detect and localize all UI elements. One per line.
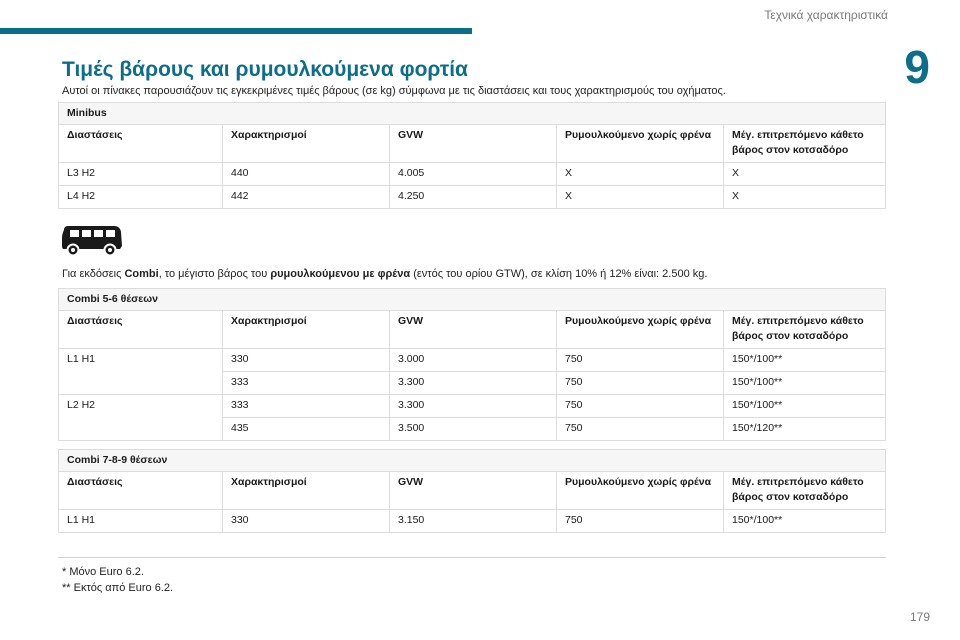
table-cell: 150*/100** bbox=[724, 349, 886, 372]
table-cell: L1 H1 bbox=[59, 510, 223, 533]
table-cell: 333 bbox=[223, 372, 390, 395]
table-cell: 750 bbox=[557, 349, 724, 372]
chapter-number: 9 bbox=[904, 41, 930, 93]
col-header-max-vertical: Μέγ. επιτρεπόμενο κάθετο βάρος στον κοτσαδόρο bbox=[724, 125, 886, 163]
col-header-max-vertical: Μέγ. επιτρεπόμενο κάθετο βάρος στον κοτσαδόρο bbox=[724, 311, 886, 349]
table-cell: 150*/100** bbox=[724, 395, 886, 418]
van-icon bbox=[60, 222, 124, 258]
note-bold-braked: ρυμουλκούμενου με φρένα bbox=[270, 268, 411, 280]
col-header-max-vertical: Μέγ. επιτρεπόμενο κάθετο βάρος στον κοτσαδόρο bbox=[724, 472, 886, 510]
table-cell: X bbox=[557, 163, 724, 186]
col-header-gvw: GVW bbox=[390, 311, 557, 349]
footnote-2: ** Εκτός από Euro 6.2. bbox=[62, 582, 174, 594]
col-header-unbraked: Ρυμουλκούμενο χωρίς φρένα bbox=[557, 311, 724, 349]
col-header-characteristics: Χαρακτηρισμοί bbox=[223, 125, 390, 163]
col-header-characteristics: Χαρακτηρισμοί bbox=[223, 311, 390, 349]
table-title: Minibus bbox=[59, 103, 886, 125]
col-header-unbraked: Ρυμουλκούμενο χωρίς φρένα bbox=[557, 472, 724, 510]
table-cell: 3.500 bbox=[390, 418, 557, 441]
table-cell: 435 bbox=[223, 418, 390, 441]
col-header-gvw: GVW bbox=[390, 472, 557, 510]
note-text: , το μέγιστο βάρος του bbox=[158, 268, 271, 280]
table-cell: 3.300 bbox=[390, 372, 557, 395]
table-cell: 750 bbox=[557, 395, 724, 418]
col-header-dimensions: Διαστάσεις bbox=[59, 125, 223, 163]
table-cell: 3.300 bbox=[390, 395, 557, 418]
table-cell: 750 bbox=[557, 510, 724, 533]
table-cell: X bbox=[557, 186, 724, 209]
col-header-dimensions: Διαστάσεις bbox=[59, 472, 223, 510]
table-title: Combi 5-6 θέσεων bbox=[59, 289, 886, 311]
table-cell: 330 bbox=[223, 510, 390, 533]
table-cell: 333 bbox=[223, 395, 390, 418]
table-row bbox=[59, 349, 886, 372]
section-title: Τεχνικά χαρακτηριστικά bbox=[764, 8, 888, 22]
note-text: (εντός του ορίου GTW), σε κλίση 10% ή 12% είναι: 2.500 kg. bbox=[410, 268, 708, 280]
table-cell: 440 bbox=[223, 163, 390, 186]
table-cell: 442 bbox=[223, 186, 390, 209]
table-row bbox=[59, 186, 886, 209]
table-cell: 3.000 bbox=[390, 349, 557, 372]
col-header-characteristics: Χαρακτηρισμοί bbox=[223, 472, 390, 510]
table-cell: 150*/100** bbox=[724, 372, 886, 395]
minibus-table bbox=[58, 102, 886, 209]
combi-7-8-9-table bbox=[58, 449, 886, 533]
col-header-dimensions: Διαστάσεις bbox=[59, 311, 223, 349]
table-cell: 3.150 bbox=[390, 510, 557, 533]
table-cell: L3 H2 bbox=[59, 163, 223, 186]
table-cell: X bbox=[724, 163, 886, 186]
combi-5-6-table bbox=[58, 288, 886, 441]
col-header-gvw: GVW bbox=[390, 125, 557, 163]
table-row bbox=[59, 395, 886, 418]
table-row bbox=[59, 510, 886, 533]
intro-text: Αυτοί οι πίνακες παρουσιάζουν τις εγκεκριμένες τιμές βάρους (σε kg) σύμφωνα με τις διαστάσεις και τους χαρακτηρισμούς του οχήματος. bbox=[62, 85, 726, 97]
table-cell: X bbox=[724, 186, 886, 209]
table-cell: L1 H1 bbox=[59, 349, 223, 395]
page-heading: Τιμές βάρους και ρυμουλκούμενα φορτία bbox=[62, 58, 468, 81]
header-accent-bar bbox=[0, 28, 472, 34]
combi-note bbox=[62, 268, 707, 280]
table-cell: 4.005 bbox=[390, 163, 557, 186]
note-bold-combi: Combi bbox=[124, 268, 159, 280]
table-cell: 750 bbox=[557, 418, 724, 441]
table-cell: L4 H2 bbox=[59, 186, 223, 209]
note-text: Για εκδόσεις bbox=[62, 268, 125, 280]
page-number: 179 bbox=[909, 610, 930, 624]
col-header-unbraked: Ρυμουλκούμενο χωρίς φρένα bbox=[557, 125, 724, 163]
table-cell: L2 H2 bbox=[59, 395, 223, 441]
table-cell: 150*/100** bbox=[724, 510, 886, 533]
table-cell: 750 bbox=[557, 372, 724, 395]
table-cell: 4.250 bbox=[390, 186, 557, 209]
table-cell: 150*/120** bbox=[724, 418, 886, 441]
table-title: Combi 7-8-9 θέσεων bbox=[59, 450, 886, 472]
footnote-divider bbox=[58, 557, 886, 558]
footnote-1: * Μόνο Euro 6.2. bbox=[62, 566, 144, 578]
table-row bbox=[59, 163, 886, 186]
table-cell: 330 bbox=[223, 349, 390, 372]
